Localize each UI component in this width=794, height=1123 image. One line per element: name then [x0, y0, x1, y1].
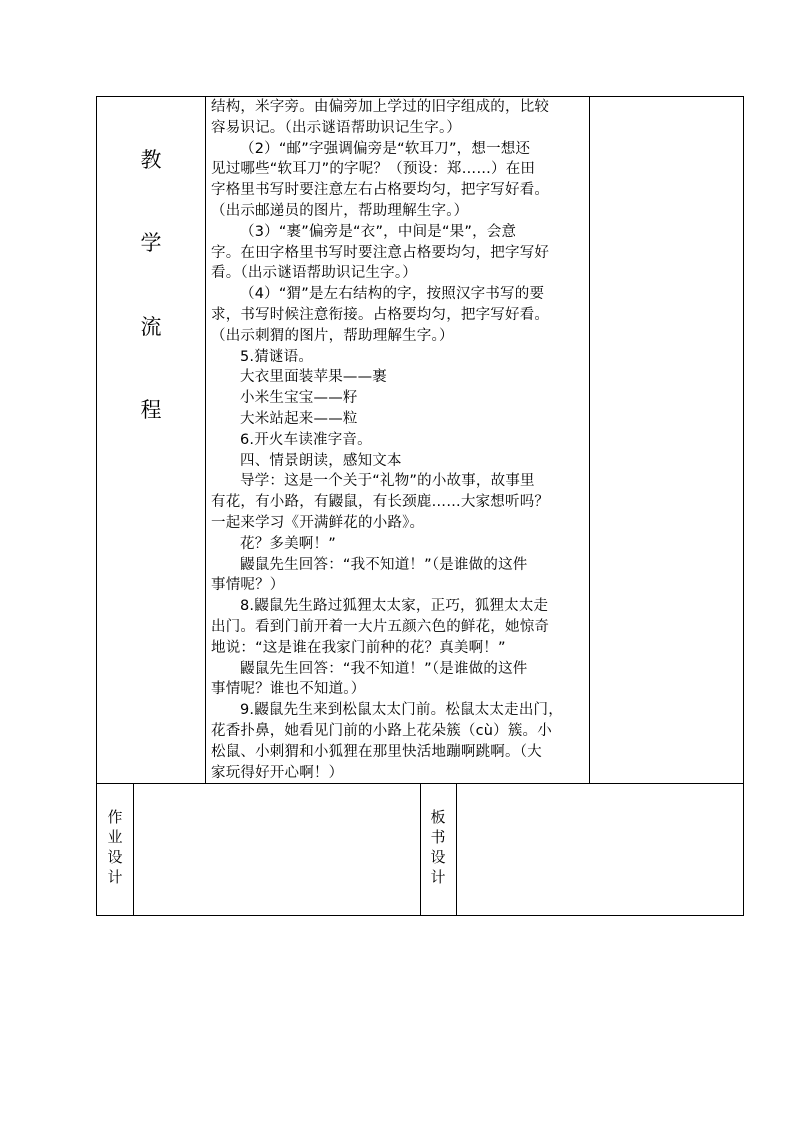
label-char: 流: [140, 315, 162, 339]
homework-design-label: [97, 807, 133, 887]
label-char: 设: [107, 848, 123, 866]
content-line: 有花，有小路，有鼹鼠，有长颈鹿……大家想听吗？: [211, 494, 550, 511]
content-line: 8.鼹鼠先生路过狐狸太太家，正巧，狐狸太太走: [240, 598, 549, 615]
label-char: 板: [430, 808, 446, 826]
content-line: 大衣里面装苹果——裹: [240, 369, 387, 386]
content-line: 事情呢？）: [211, 577, 285, 594]
content-line: 花？多美啊！”: [240, 535, 336, 552]
content-line: 家玩得好开心啊！）: [211, 764, 344, 781]
content-line: 事情呢？谁也不知道。）: [211, 681, 366, 698]
content-line: （3）“裹”偏旁是“衣”，中间是“果”，会意: [240, 223, 517, 240]
label-char: 计: [107, 868, 123, 886]
content-line: 花香扑鼻，她看见门前的小路上花朵簇（cù）簇。小: [211, 722, 552, 739]
content-line: 结构，米字旁。由偏旁加上学过的旧字组成的，比较: [211, 99, 550, 115]
content-line: 出门。看到门前开着一大片五颜六色的鲜花，她惊奇: [211, 618, 550, 635]
lesson-plan-table: [96, 96, 744, 916]
teaching-process-label: [97, 97, 205, 783]
label-char: 教: [140, 148, 162, 172]
board-label-divider: [456, 783, 457, 915]
board-design-content: [458, 785, 742, 913]
content-line: 看。（出示谜语帮助识记生字。）: [211, 265, 417, 282]
content-line: 5.猜谜语。: [240, 348, 314, 365]
homework-label-divider: [133, 783, 134, 915]
board-design-label: [420, 807, 456, 887]
content-line: 6.开火车读准字音。: [240, 431, 372, 448]
content-line: （4）“猬”是左右结构的字，按照汉字书写的要: [240, 286, 545, 303]
content-line: 松鼠、小刺猬和小狐狸在那里快活地蹦啊跳啊。（大: [211, 743, 542, 760]
label-column-divider: [205, 97, 206, 783]
homework-design-content: [135, 785, 419, 913]
content-line: 小米生宝宝——籽: [240, 390, 358, 407]
content-line: 一起来学习《开满鲜花的小路》。: [211, 514, 425, 531]
label-char: 设: [430, 848, 446, 866]
label-char: 程: [140, 398, 162, 422]
content-line: （出示邮递员的图片，帮助理解生字。）: [211, 202, 469, 219]
content-line: 字。在田字格里书写时要注意占格要均匀，把字写好: [211, 244, 550, 261]
label-char: 业: [107, 828, 123, 846]
content-line: 地说：“这是谁在我家门前种的花？真美啊！”: [211, 639, 506, 656]
content-line: 9.鼹鼠先生来到松鼠太太门前。松鼠太太走出门，: [240, 702, 563, 719]
content-line: （出示刺猬的图片，帮助理解生字。）: [211, 327, 454, 344]
content-line: 鼹鼠先生回答：“我不知道！”（是谁做的这件: [240, 660, 528, 677]
label-char: 学: [140, 231, 162, 255]
label-char: 书: [430, 828, 446, 846]
content-line: 字格里书写时要注意左右占格要均匀，把字写好看。: [211, 182, 550, 199]
content-line: 鼹鼠先生回答：“我不知道！”（是谁做的这件: [240, 556, 528, 573]
content-line: 导学：这是一个关于“礼物”的小故事，故事里: [240, 473, 535, 490]
notes-column: [590, 97, 743, 783]
content-line: （2）“邮”字强调偏旁是“软耳刀”，想一想还: [240, 140, 531, 157]
content-line: 容易识记。（出示谜语帮助识记生字。）: [211, 119, 462, 136]
teaching-process-content: [211, 97, 591, 783]
content-line: 求，书写时候注意衔接。占格要均匀，把字写好看。: [211, 306, 550, 323]
label-char: 作: [107, 808, 123, 826]
label-char: 计: [430, 868, 446, 886]
content-line: 四、情景朗读，感知文本: [240, 452, 402, 469]
content-line: 大米站起来——粒: [240, 410, 358, 427]
content-line: 见过哪些“软耳刀”的字呢？（预设：郑……）在田: [211, 161, 536, 178]
